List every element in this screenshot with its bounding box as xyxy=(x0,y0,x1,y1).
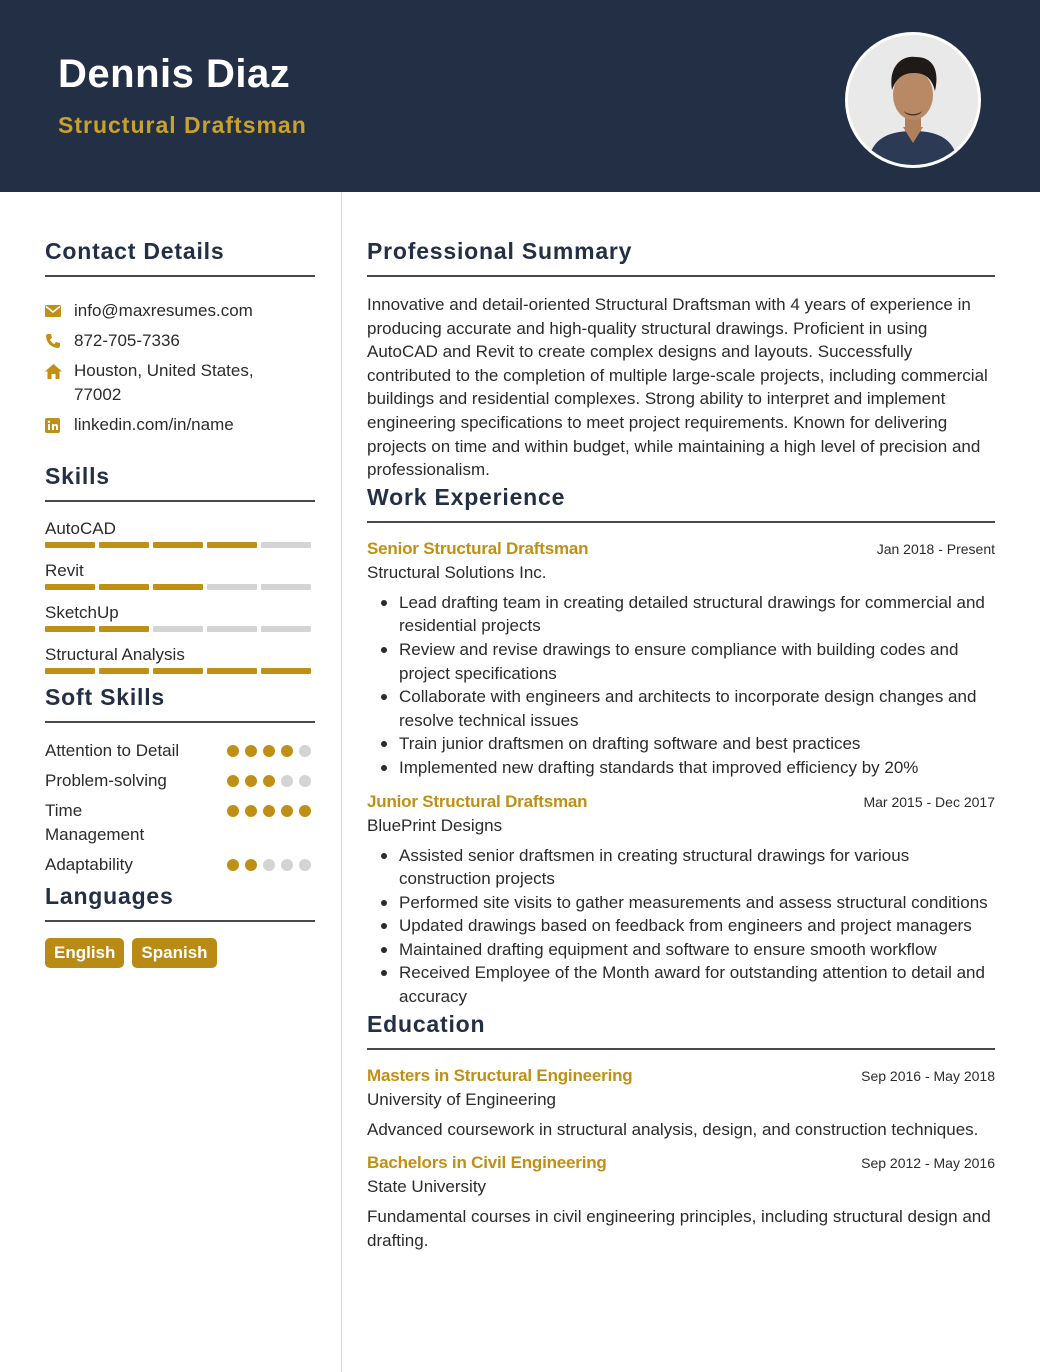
section-rule xyxy=(367,275,995,277)
skill-level-bar xyxy=(45,668,315,674)
soft-skill-item xyxy=(45,799,315,847)
rating-dot xyxy=(299,859,311,871)
skill-level-bar xyxy=(45,584,315,590)
soft-skill-rating xyxy=(227,769,315,793)
soft-skill-rating xyxy=(227,799,315,847)
soft-skill-item xyxy=(45,853,315,877)
skill-level-segment xyxy=(207,542,257,548)
skills-heading: Skills xyxy=(45,463,110,489)
job-company: Structural Solutions Inc. xyxy=(367,562,547,582)
section-rule xyxy=(45,500,315,502)
skill-item xyxy=(45,602,315,632)
skill-level-segment xyxy=(207,668,257,674)
experience-section xyxy=(367,484,995,1009)
contact-phone-text: 872-705-7336 xyxy=(74,331,180,350)
rating-dot xyxy=(281,745,293,757)
education-section xyxy=(367,1011,995,1253)
job-bullet: Performed site visits to gather measurements and assess structural conditions xyxy=(367,891,995,915)
job-bullet: Train junior draftsmen on drafting software and best practices xyxy=(367,732,995,756)
rating-dot xyxy=(281,775,293,787)
skill-level-segment xyxy=(99,584,149,590)
rating-dot xyxy=(263,775,275,787)
contact-section xyxy=(45,238,315,437)
education-header xyxy=(367,1153,995,1173)
job-bullet: Review and revise drawings to ensure compliance with building codes and project specifications xyxy=(367,638,995,685)
skill-level-segment xyxy=(45,626,95,632)
section-rule xyxy=(367,1048,995,1050)
rating-dot xyxy=(227,745,239,757)
section-rule xyxy=(45,721,315,723)
job-bullet: Assisted senior draftsmen in creating structural drawings for various construction projects xyxy=(367,844,995,891)
rating-dot xyxy=(263,745,275,757)
job-entry xyxy=(367,792,995,1009)
skill-name: SketchUp xyxy=(45,603,119,622)
job-bullet: Implemented new drafting standards that improved efficiency by 20% xyxy=(367,756,995,780)
contact-address-text: Houston, United States, 77002 xyxy=(74,361,254,404)
skill-level-segment xyxy=(99,668,149,674)
candidate-name: Dennis Diaz xyxy=(58,52,291,96)
right-column xyxy=(367,192,995,1252)
job-title: Junior Structural Draftsman xyxy=(367,791,588,811)
rating-dot xyxy=(299,745,311,757)
language-badge: English xyxy=(45,938,124,968)
rating-dot xyxy=(299,775,311,787)
rating-dot xyxy=(263,805,275,817)
home-icon xyxy=(45,359,74,383)
rating-dot xyxy=(245,859,257,871)
rating-dot xyxy=(245,805,257,817)
left-column xyxy=(45,192,315,968)
candidate-title: Structural Draftsman xyxy=(58,112,307,138)
contact-address xyxy=(45,359,315,407)
skill-level-segment xyxy=(261,626,311,632)
skill-level-bar xyxy=(45,626,315,632)
job-bullet: Maintained drafting equipment and software to ensure smooth workflow xyxy=(367,938,995,962)
contact-linkedin[interactable] xyxy=(45,413,315,437)
section-rule xyxy=(367,521,995,523)
skill-level-segment xyxy=(99,626,149,632)
skill-level-segment xyxy=(45,542,95,548)
rating-dot xyxy=(227,805,239,817)
skill-level-bar xyxy=(45,542,315,548)
job-header xyxy=(367,792,995,812)
soft-skill-name: Adaptability xyxy=(45,855,133,874)
rating-dot xyxy=(299,805,311,817)
resume-header xyxy=(0,0,1040,192)
school-name: University of Engineering xyxy=(367,1089,556,1109)
education-description: Advanced coursework in structural analysis, design, and construction techniques. xyxy=(367,1119,979,1139)
person-portrait-icon xyxy=(848,35,978,165)
job-dates: Jan 2018 - Present xyxy=(876,540,995,557)
column-divider xyxy=(341,192,342,1372)
skill-level-segment xyxy=(45,584,95,590)
education-description: Fundamental courses in civil engineering principles, including structural design and drafting. xyxy=(367,1207,991,1250)
skill-level-segment xyxy=(207,626,257,632)
soft-skills-section xyxy=(45,684,315,877)
school-name: State University xyxy=(367,1177,487,1197)
skill-level-segment xyxy=(153,542,203,548)
skills-section xyxy=(45,463,315,674)
soft-skill-name: Time Management xyxy=(45,801,145,844)
soft-skill-rating xyxy=(227,739,315,763)
contact-linkedin-text: linkedin.com/in/name xyxy=(74,415,234,434)
envelope-icon xyxy=(45,299,74,323)
soft-skill-rating xyxy=(227,853,315,877)
job-title: Senior Structural Draftsman xyxy=(367,538,589,558)
job-dates: Mar 2015 - Dec 2017 xyxy=(863,793,995,810)
skill-level-segment xyxy=(45,668,95,674)
section-rule xyxy=(45,920,315,922)
skill-item xyxy=(45,644,315,674)
job-bullets xyxy=(367,591,995,780)
summary-text: Innovative and detail-oriented Structural Draftsman with 4 years of experience in producing accurate and high-quality structural drawings. Proficient in using AutoCAD and Revit to create complex designs and layouts. Successfully contributed to the completion of multiple large-scale projects, including commercial buildings and residential complexes. Strong ability to interpret and implement engineering specifications to meet project requirements. Known for delivering projects on time and within budget, while maintaining a high level of precision and professionalism. xyxy=(367,295,988,480)
rating-dot xyxy=(281,805,293,817)
soft-skill-item xyxy=(45,769,315,793)
rating-dot xyxy=(263,859,275,871)
skill-name: Revit xyxy=(45,561,84,580)
education-heading: Education xyxy=(367,1010,486,1037)
languages-heading: Languages xyxy=(45,883,174,909)
job-bullets xyxy=(367,844,995,1009)
education-header xyxy=(367,1066,995,1086)
job-bullet: Lead drafting team in creating detailed structural drawings for commercial and residential projects xyxy=(367,591,995,638)
soft-skill-item xyxy=(45,739,315,763)
linkedin-icon xyxy=(45,413,74,437)
contact-phone[interactable] xyxy=(45,329,315,353)
rating-dot xyxy=(245,745,257,757)
education-entry xyxy=(367,1153,995,1252)
education-dates: Sep 2016 - May 2018 xyxy=(861,1067,995,1084)
job-bullet: Received Employee of the Month award for outstanding attention to detail and accuracy xyxy=(367,961,995,1008)
skill-level-segment xyxy=(153,626,203,632)
skill-level-segment xyxy=(153,584,203,590)
skill-item xyxy=(45,518,315,548)
degree-title: Bachelors in Civil Engineering xyxy=(367,1153,607,1173)
skill-name: AutoCAD xyxy=(45,519,116,538)
section-rule xyxy=(45,275,315,277)
summary-section xyxy=(367,238,995,482)
language-badge: Spanish xyxy=(132,938,216,968)
rating-dot xyxy=(281,859,293,871)
education-entry xyxy=(367,1066,995,1142)
skill-item xyxy=(45,560,315,590)
skill-level-segment xyxy=(261,668,311,674)
skill-level-segment xyxy=(261,584,311,590)
job-header xyxy=(367,539,995,559)
profile-photo xyxy=(845,32,981,168)
job-entry xyxy=(367,539,995,780)
summary-heading: Professional Summary xyxy=(367,238,633,264)
contact-email[interactable] xyxy=(45,299,315,323)
skill-level-segment xyxy=(207,584,257,590)
rating-dot xyxy=(245,775,257,787)
degree-title: Masters in Structural Engineering xyxy=(367,1065,633,1085)
rating-dot xyxy=(227,775,239,787)
job-company: BluePrint Designs xyxy=(367,815,503,835)
phone-icon xyxy=(45,329,74,353)
skill-name: Structural Analysis xyxy=(45,645,185,664)
education-dates: Sep 2012 - May 2016 xyxy=(861,1155,995,1172)
skill-level-segment xyxy=(261,542,311,548)
soft-skill-name: Problem-solving xyxy=(45,771,167,790)
soft-skills-heading: Soft Skills xyxy=(45,684,165,710)
languages-section xyxy=(45,883,315,968)
job-bullet: Collaborate with engineers and architects to incorporate design changes and resolve technical issues xyxy=(367,685,995,732)
skill-level-segment xyxy=(153,668,203,674)
skill-level-segment xyxy=(99,542,149,548)
contact-email-text: info@maxresumes.com xyxy=(74,301,253,320)
rating-dot xyxy=(227,859,239,871)
job-bullet: Updated drawings based on feedback from engineers and project managers xyxy=(367,914,995,938)
contact-heading: Contact Details xyxy=(45,238,225,264)
experience-heading: Work Experience xyxy=(367,483,566,510)
soft-skill-name: Attention to Detail xyxy=(45,741,180,760)
